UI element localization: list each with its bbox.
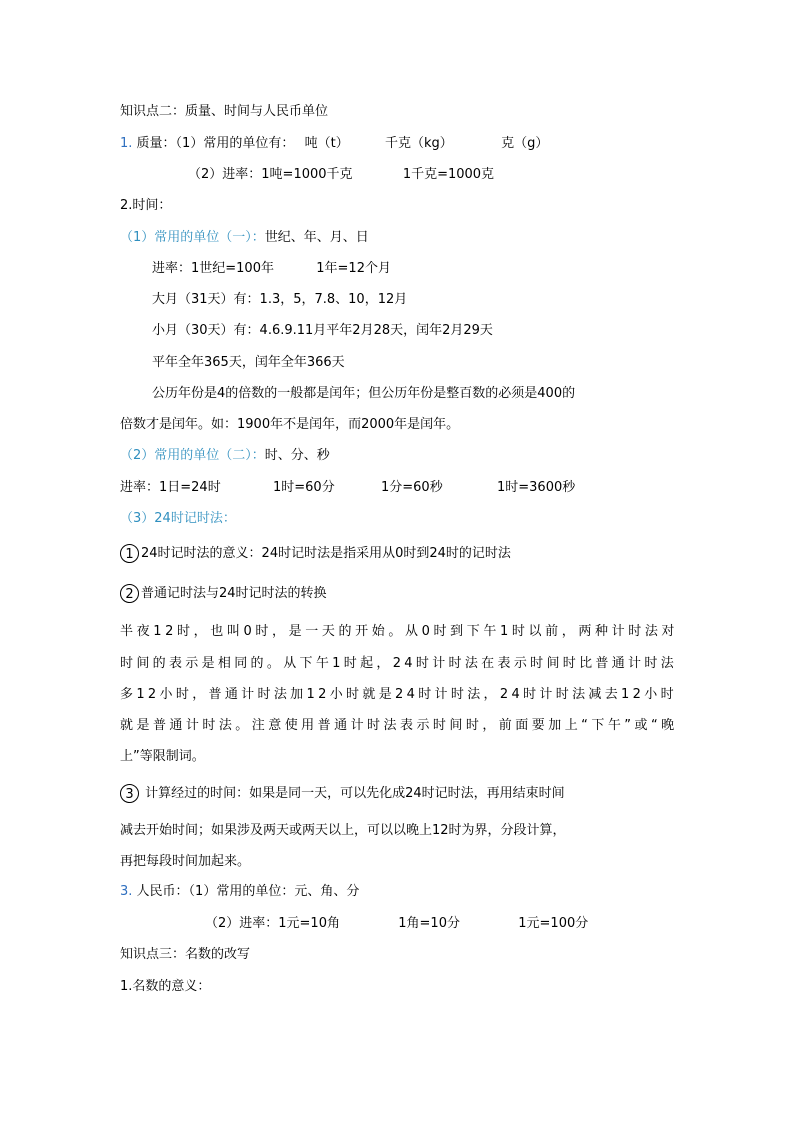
circled-three-icon: 3 (120, 784, 139, 803)
para-line-2: 时间的表示是相同的。从下午1时起，24时计时法在表示时间时比普通计时法 (120, 656, 678, 671)
point-3-line-2: 减去开始时间；如果涉及两天或两天以上，可以以晚上12时为界，分段计算， (120, 823, 566, 838)
rate-hour: 1时=60分 (273, 480, 335, 495)
rate-ton: 1吨=1000千克 (261, 167, 353, 182)
rate-label: （2）进率： (188, 167, 262, 182)
rate-century: 进率：1世纪=100年 (152, 261, 274, 276)
sub1-units: 世纪、年、月、日 (264, 230, 369, 245)
unit-kg: 千克（kg） (385, 136, 453, 151)
point-2-text: 普通记时法与24时记时法的转换 (141, 586, 327, 601)
big-months: 大月（31天）有：1.3，5，7.8、10，12月 (152, 292, 408, 307)
item-number: 3. (120, 884, 133, 899)
para-line-4: 就是普通计时法。注意使用普通计时法表示时间时，前面要加上“下午”或“晚 (120, 718, 678, 733)
rmb-line (120, 883, 359, 901)
rate-kg: 1千克=1000克 (402, 167, 495, 182)
rate-day: 进率：1日=24时 (120, 480, 221, 495)
unit-ton: 吨（t） (304, 136, 349, 151)
circled-two-icon: 2 (120, 584, 139, 603)
sub2-units: 时、分、秒 (264, 448, 330, 463)
sub2-title: （2）常用的单位（二）： (120, 448, 265, 463)
point-1 (120, 544, 511, 563)
para-line-1: 半夜12时，也叫0时，是一天的开始。从0时到下午1时以前，两种计时法对 (120, 624, 679, 639)
time-heading: 2.时间： (120, 198, 172, 213)
small-months: 小月（30天）有：4.6.9.11月平年2月28天，闰年2月29天 (152, 323, 493, 338)
rate-year: 1年=12个月 (316, 261, 391, 276)
mass-rate-line (188, 166, 494, 184)
time-sub2 (120, 447, 330, 465)
time-rate2 (120, 479, 575, 497)
rate-hour-seconds: 1时=3600秒 (497, 480, 576, 495)
time-rate1 (152, 260, 391, 278)
section-title-k3: 知识点三：名数的改写 (120, 947, 251, 962)
rmb-rate-jiao: 1角=10分 (398, 916, 460, 931)
rmb-label: 人民币：（1）常用的单位：元、角、分 (136, 884, 360, 899)
circled-one-icon: 1 (120, 544, 139, 563)
point-2 (120, 584, 327, 603)
para-line-3: 多12小时，普通计时法加12小时就是24时计时法，24时计时法减去12小时 (120, 687, 677, 702)
mass-line (120, 135, 548, 153)
leap-rule-1: 公历年份是4的倍数的一般都是闰年；但公历年份是整百数的必须是400的 (152, 386, 576, 401)
item-number: 1. (120, 136, 133, 151)
unit-g: 克（g） (501, 136, 549, 151)
point-3-line-1: 计算经过的时间：如果是同一天，可以先化成24时记时法，再用结束时间 (145, 786, 565, 801)
rmb-rate-line (205, 915, 588, 933)
point-3-line-3: 再把每段时间加起来。 (120, 854, 251, 869)
sub1-title: （1）常用的单位（一）： (120, 230, 265, 245)
year-days: 平年全年365天，闰年全年366天 (152, 355, 345, 370)
time-sub1 (120, 229, 369, 247)
section-title-k2: 知识点二：质量、时间与人民币单位 (120, 104, 329, 119)
point-1-text: 24时记时法的意义：24时记时法是指采用从0时到24时的记时法 (141, 546, 511, 561)
rmb-rate-yuan: （2）进率：1元=10角 (205, 916, 340, 931)
leap-rule-2: 倍数才是闰年。如：1900年不是闰年，而2000年是闰年。 (120, 417, 460, 432)
k3-item-1: 1.名数的意义： (120, 979, 211, 994)
time-sub3: （3）24时记时法： (120, 511, 236, 526)
mass-label: 质量：（1）常用的单位有： (136, 136, 295, 151)
point-3 (120, 784, 565, 803)
rmb-rate-yuan-fen: 1元=100分 (518, 916, 589, 931)
rate-minute: 1分=60秒 (381, 480, 443, 495)
para-line-5: 上”等限制词。 (120, 749, 205, 764)
